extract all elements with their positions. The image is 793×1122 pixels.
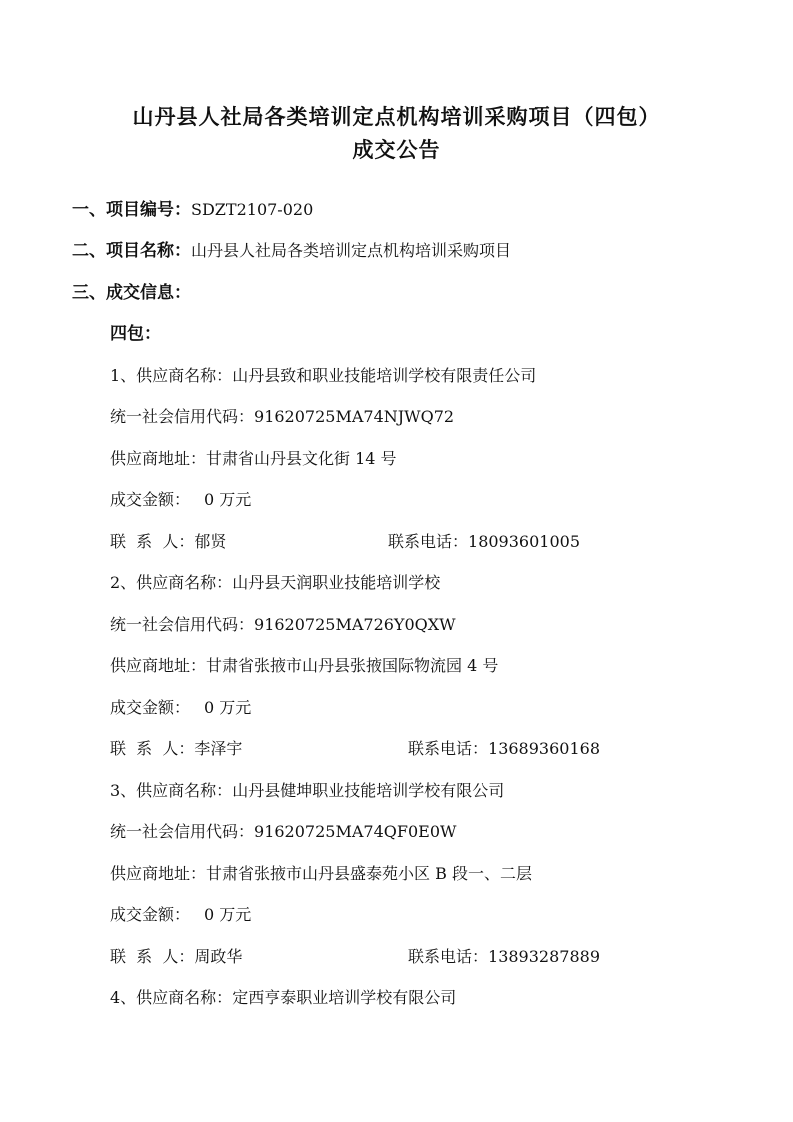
project-name-row [72,241,511,261]
phone: 13893287889 [488,947,600,966]
credit-code-label: 统一社会信用代码： [110,822,255,841]
address: 甘肃省张掖市山丹县盛泰苑小区 B 段一、二层 [206,864,532,883]
supplier-name-label: 4、供应商名称： [110,988,233,1007]
contact-label: 联 系 人： [110,947,195,966]
project-number-value: SDZT2107-020 [191,200,314,219]
address: 甘肃省山丹县文化街 14 号 [206,449,397,468]
credit-code: 91620725MA74NJWQ72 [254,407,455,426]
contact-label: 联 系 人： [110,739,195,758]
page-title-line1: 山丹县人社局各类培训定点机构培训采购项目（四包） [132,105,661,129]
phone-label: 联系电话： [408,739,489,758]
amount: 0 万元 [204,905,252,924]
phone-label: 联系电话： [388,532,469,551]
supplier-2-address-row [110,656,498,676]
supplier-4-name-row [110,988,456,1008]
amount-label: 成交金额： [110,905,191,924]
amount: 0 万元 [204,490,252,509]
address-label: 供应商地址： [110,656,207,675]
supplier-3-name-row [110,781,504,801]
page-title-line2: 成交公告 [352,138,441,162]
phone: 13689360168 [488,739,600,758]
supplier-1-contact-row [110,532,226,552]
contact: 李泽宇 [194,739,243,758]
supplier-2-contact-row [110,739,242,759]
project-name-label: 二、项目名称： [72,241,191,261]
amount-label: 成交金额： [110,490,191,509]
credit-code: 91620725MA74QF0E0W [254,822,457,841]
supplier-name-label: 1、供应商名称： [110,366,233,385]
supplier-3-address-row [110,864,532,884]
contact: 周政华 [194,947,243,966]
supplier-name: 山丹县致和职业技能培训学校有限责任公司 [232,366,537,385]
package-label: 四包： [110,324,161,344]
deal-info-heading: 三、成交信息： [72,283,191,303]
project-number-row [72,200,313,220]
supplier-1-phone-row [388,532,580,552]
amount: 0 万元 [204,698,252,717]
supplier-2-name-row [110,573,440,593]
phone-label: 联系电话： [408,947,489,966]
supplier-1-credit-row [110,407,454,427]
phone: 18093601005 [468,532,580,551]
address-label: 供应商地址： [110,449,207,468]
supplier-name: 山丹县天润职业技能培训学校 [232,573,441,592]
credit-code: 91620725MA726Y0QXW [254,615,456,634]
supplier-1-amount-row [110,490,251,510]
supplier-2-phone-row [408,739,600,759]
supplier-2-amount-row [110,698,251,718]
supplier-3-credit-row [110,822,456,842]
amount-label: 成交金额： [110,698,191,717]
supplier-3-contact-row [110,947,242,967]
contact-label: 联 系 人： [110,532,195,551]
supplier-1-address-row [110,449,397,469]
project-name-value: 山丹县人社局各类培训定点机构培训采购项目 [191,241,512,260]
address-label: 供应商地址： [110,864,207,883]
credit-code-label: 统一社会信用代码： [110,407,255,426]
supplier-name-label: 2、供应商名称： [110,573,233,592]
supplier-name: 定西亨泰职业培训学校有限公司 [232,988,457,1007]
credit-code-label: 统一社会信用代码： [110,615,255,634]
supplier-3-phone-row [408,947,600,967]
address: 甘肃省张掖市山丹县张掖国际物流园 4 号 [206,656,499,675]
supplier-name: 山丹县健坤职业技能培训学校有限公司 [232,781,505,800]
supplier-2-credit-row [110,615,456,635]
project-number-label: 一、项目编号： [72,200,191,220]
contact: 郁贤 [194,532,227,551]
supplier-3-amount-row [110,905,251,925]
supplier-name-label: 3、供应商名称： [110,781,233,800]
supplier-1-name-row [110,366,536,386]
